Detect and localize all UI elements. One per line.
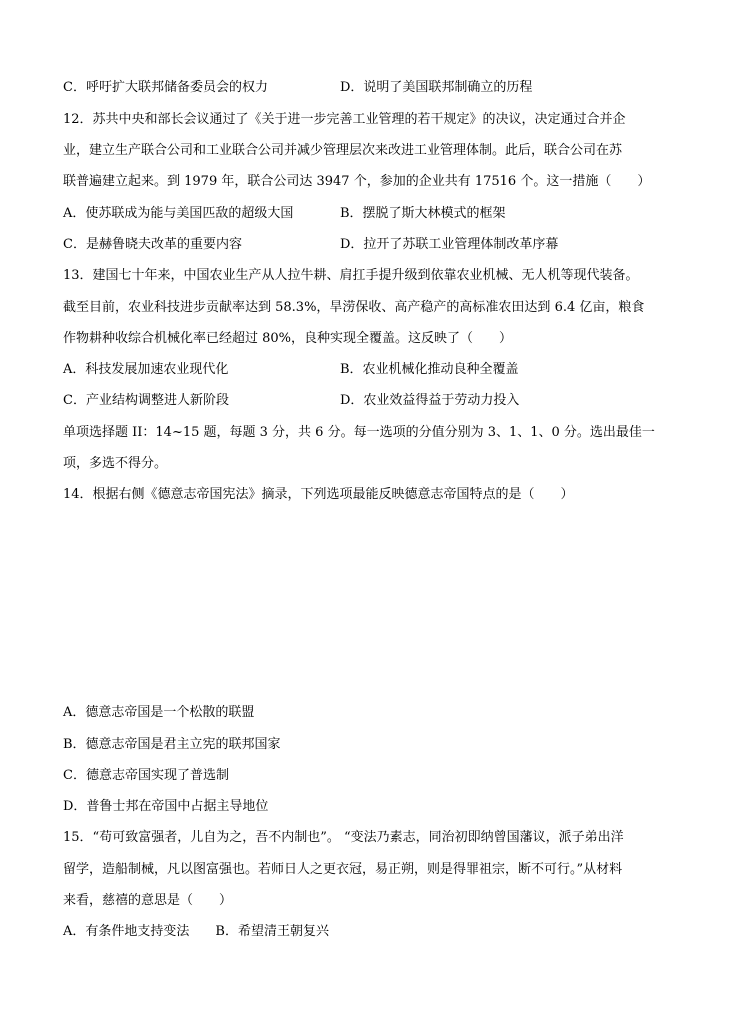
q14-stem: 14．根据右侧《德意志帝国宪法》摘录，下列选项最能反映德意志帝国特点的是（ ） (63, 487, 574, 502)
q14-option-d: D．普鲁士邦在帝国中占据主导地位 (63, 799, 269, 814)
q12-option-d: D．拉开了苏联工业管理体制改革序幕 (340, 237, 559, 252)
q13-stem-line-3: 作物耕种收综合机械化率已经超过 80%，良种实现全覆盖。这反映了（ ） (63, 331, 513, 346)
q14-option-c: C．德意志帝国实现了普选制 (63, 768, 229, 783)
q12-options-row-cd (63, 236, 673, 254)
q12-stem-line-3: 联普遍建立起来。到 1979 年，联合公司达 3947 个，参加的企业共有 17516 个。这一措施（ ） (63, 174, 651, 189)
q15-stem-line-1: 15．“苟可致富强者，儿自为之，吾不内制也”。 “变法乃素志，同治初即纳曾国藩议，派子弟出洋 (63, 830, 624, 845)
q11-options-row-cd (63, 79, 673, 97)
section-2-instructions-line-2: 项，多选不得分。 (63, 456, 168, 471)
q11-option-c: C．呼吁扩大联邦储备委员会的权力 (63, 80, 268, 95)
q15-options-row-ab (63, 923, 329, 941)
section-2-instructions-line-1: 单项选择题 II：14~15 题，每题 3 分，共 6 分。每一选项的分值分别为 3、1、1、0 分。选出最佳一 (63, 425, 655, 440)
q12-options-row-ab (63, 205, 673, 223)
q13-option-b: B．农业机械化推动良种全覆盖 (340, 362, 519, 377)
q15-stem-line-3: 来看，慈禧的意思是（ ） (63, 893, 233, 908)
q13-option-d: D．农业效益得益于劳动力投入 (340, 393, 520, 408)
q15-stem-line-2: 留学，造船制械，凡以图富强也。若师日人之更衣冠，易正朔，则是得罪祖宗，断不可行。”从材料 (63, 862, 623, 877)
q13-options-row-ab (63, 361, 673, 379)
q13-stem-line-2: 截至目前，农业科技进步贡献率达到 58.3%，旱涝保收、高产稳产的高标准农田达到 6.4 亿亩，粮食 (63, 300, 645, 315)
q13-stem-line-1: 13．建国七十年来，中国农业生产从人拉牛耕、肩扛手提升级到依靠农业机械、无人机等现代装备。 (63, 268, 639, 283)
q12-stem-line-1: 12．苏共中央和部长会议通过了《关于进一步完善工业管理的若干规定》的决议，决定通过合并企 (63, 112, 626, 127)
q12-option-a: A．使苏联成为能与美国匹敌的超级大国 (63, 206, 294, 221)
q13-option-a: A．科技发展加速农业现代化 (63, 362, 229, 377)
q14-blank-area (63, 510, 673, 690)
q14-option-b: B．德意志帝国是君主立宪的联邦国家 (63, 737, 281, 752)
q13-option-c: C．产业结构调整进人新阶段 (63, 393, 229, 408)
q12-option-c: C．是赫鲁晓夫改革的重要内容 (63, 237, 242, 252)
q14-option-a: A．德意志帝国是一个松散的联盟 (63, 705, 255, 720)
q15-option-a: A．有条件地支持变法 (63, 924, 190, 939)
q12-stem-line-2: 业，建立生产联合公司和工业联合公司并减少管理层次来改进工业管理体制。此后，联合公司在苏 (63, 143, 623, 158)
q11-option-d: D．说明了美国联邦制确立的历程 (340, 80, 533, 95)
q13-options-row-cd (63, 392, 673, 410)
q15-option-b: B．希望清王朝复兴 (215, 924, 329, 939)
q12-option-b: B．摆脱了斯大林模式的框架 (340, 206, 506, 221)
